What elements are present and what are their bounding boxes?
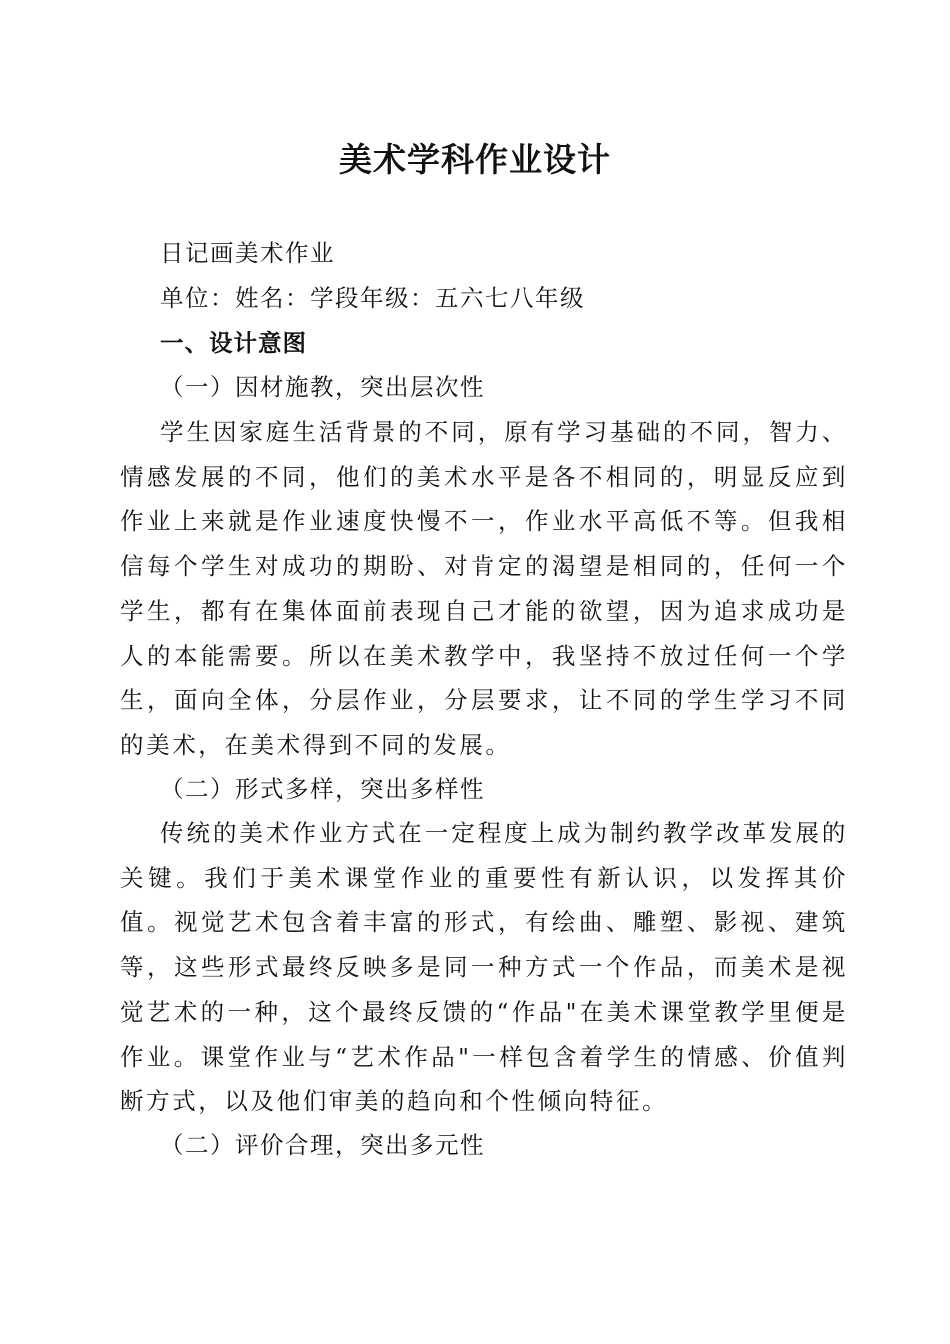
paragraph-1: 学生因家庭生活背景的不同，原有学习基础的不同，智力、情感发展的不同，他们的美术水平是各不相同的，明显反应到作业上来就是作业速度快慢不一，作业水平高低不等。但我相信每个学生对成功的期盼、对肯定的渴望是相同的，任何一个学生，都有在集体面前表现自己才能的欲望，因为追求成功是人的本能需要。所以在美术教学中，我坚持不放过任何一个学生，面向全体，分层作业，分层要求，让不同的学生学习不同的美术，在美术得到不同的发展。 — [120, 418, 848, 759]
document-subtitle: 日记画美术作业 — [160, 239, 335, 267]
section-heading: 一、设计意图 — [160, 329, 307, 357]
subsection-heading-2: （二）形式多样，突出多样性 — [160, 775, 485, 803]
subsection-heading-3: （二）评价合理，突出多元性 — [160, 1131, 485, 1159]
paragraph-2: 传统的美术作业方式在一定程度上成为制约教学改革发展的关键。我们于美术课堂作业的重要性有新认识，以发挥其价值。视觉艺术包含着丰富的形式，有绘曲、雕塑、影视、建筑等，这些形式最终反映多是同一种方式一个作品，而美术是视觉艺术的一种，这个最终反馈的“作品"在美术课堂教学里便是作业。课堂作业与“艺术作品"一样包含着学生的情感、价值判断方式，以及他们审美的趋向和个性倾向特征。 — [120, 819, 848, 1116]
info-line: 单位：姓名：学段年级：五六七八年级 — [160, 284, 585, 312]
subsection-heading-1: （一）因材施教，突出层次性 — [160, 373, 485, 401]
document-title: 美术学科作业设计 — [339, 140, 611, 179]
